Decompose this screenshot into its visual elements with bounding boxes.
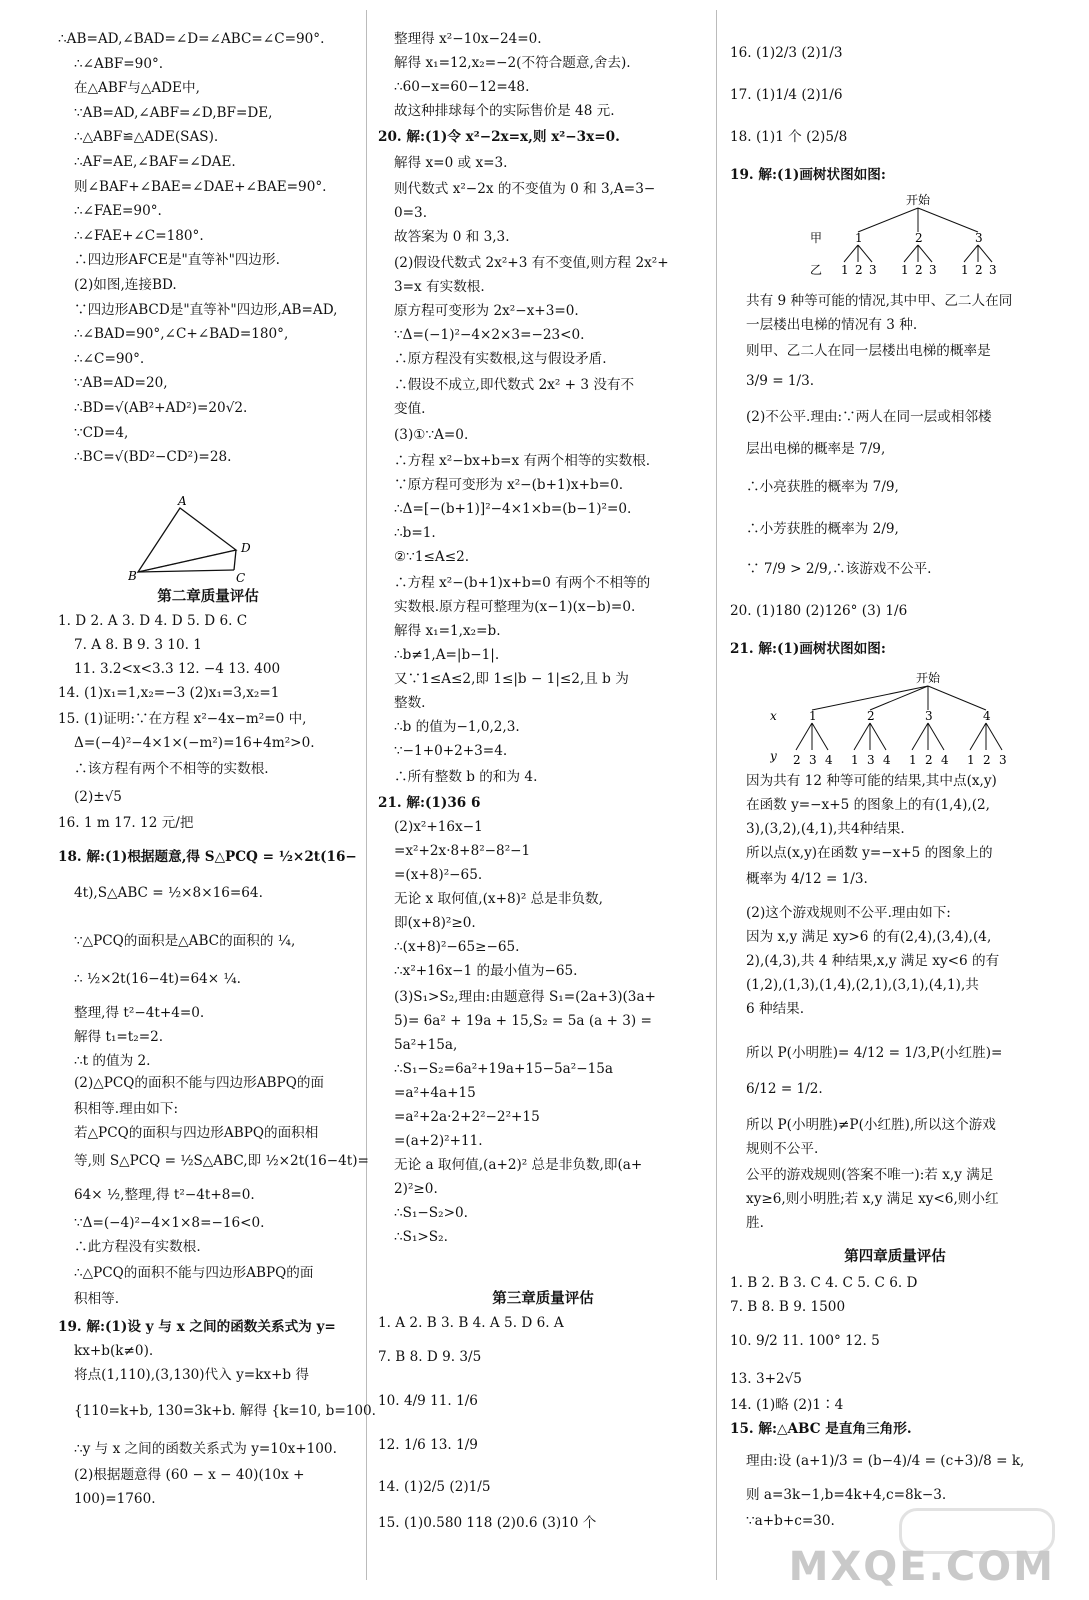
text-line: ∴此方程没有实数根. [74, 1239, 201, 1255]
text-line: 100)=1760. [74, 1491, 156, 1507]
tree1-branch [918, 208, 978, 232]
text-line: 又∵1≤A≤2,即 1≤|b − 1|≤2,且 b 为 [394, 671, 629, 687]
text-line: 10. 9/2 11. 100° 12. 5 [730, 1333, 880, 1349]
tree1-branch [918, 245, 932, 262]
text-line: ∵四边形ABCD是"直等补"四边形,AB=AD, [74, 301, 338, 318]
text-line: (2)x²+16x−1 [394, 819, 483, 835]
tree2-branch [912, 723, 928, 750]
text-line: 故这种排球每个的实际售价是 48 元. [394, 103, 615, 119]
text-line: 原方程可变形为 2x²−x+3=0. [394, 303, 579, 319]
text-line: ∴所有整数 b 的和为 4. [394, 769, 538, 785]
text-line: 所以 P(小明胜)≠P(小红胜),所以这个游戏 [746, 1117, 996, 1133]
text-line: 概率为 4/12 = 1/3. [746, 871, 868, 887]
text-line: ∴方程 x²−(b+1)x+b=0 有两个不相等的 [394, 575, 651, 591]
text-line: =a²+4a+15 [394, 1085, 476, 1101]
text-line: ∴∠BAD=90°,∠C+∠BAD=180°, [74, 326, 289, 343]
text-line: ∴t 的值为 2. [74, 1053, 151, 1069]
chapter-3-heading: 第三章质量评估 [492, 1290, 594, 1307]
tree2-level2-label: y [770, 749, 777, 763]
text-line: 积相等. [74, 1291, 120, 1307]
chapter-2-heading: 第二章质量评估 [157, 588, 259, 605]
text-line: ∴(x+8)²−65≥−65. [394, 939, 520, 955]
text-line: ②∵1≤A≤2. [394, 549, 470, 565]
text-line: 则 a=3k−1,b=4k+4,c=8k−3. [746, 1487, 947, 1503]
tree2-node: 4 [983, 709, 991, 723]
text-line: 整理得 x²−10x−24=0. [394, 31, 542, 47]
tree2-leaf: 2 [793, 753, 801, 767]
text-line: 1. B 2. B 3. C 4. C 5. C 6. D [730, 1275, 918, 1291]
text-line: ∴BC=√(BD²−CD²)=28. [74, 449, 232, 466]
text-line: ∴小亮获胜的概率为 7/9, [746, 479, 899, 495]
text-line: ∴x²+16x−1 的最小值为−65. [394, 963, 578, 979]
text-line: (2)假设代数式 2x²+3 有不变值,则方程 2x²+ [394, 255, 669, 271]
text-line: 实数根.原方程可整理为(x−1)(x−b)=0. [394, 599, 636, 615]
quadrilateral-figure [128, 494, 288, 582]
text-line: 19. 解:(1)画树状图如图: [730, 167, 886, 183]
text-line: ∴S₁−S₂=6a²+19a+15−5a²−15a [394, 1061, 614, 1077]
column-2 [378, 8, 708, 1580]
text-line: ∵a+b+c=30. [746, 1513, 835, 1529]
text-line: ∴∠ABF=90°. [74, 55, 164, 72]
text-line: 若△PCQ的面积与四边形ABPQ的面积相 [74, 1125, 319, 1141]
tree1-leaf: 1 [961, 263, 969, 277]
text-line: 18. 解:(1)根据题意,得 S△PCQ = ½×2t(16− [58, 849, 357, 865]
column-3 [730, 8, 1060, 1580]
tree2-node: 2 [867, 709, 875, 723]
text-line: 18. (1)1 个 (2)5/8 [730, 129, 848, 145]
text-line: 2),(4,3),共 4 种结果,x,y 满足 xy<6 的有 [746, 953, 1000, 969]
text-line: 解得 t₁=t₂=2. [74, 1029, 164, 1045]
text-line: 积相等.理由如下: [74, 1101, 179, 1117]
column-1 [58, 8, 376, 1580]
text-line: 共有 9 种等可能的情况,其中甲、乙二人在同 [746, 293, 1013, 309]
text-line: 7. B 8. D 9. 3/5 [378, 1349, 482, 1365]
text-line: =x²+2x·8+8²−8²−1 [394, 843, 531, 859]
tree2-leaf: 4 [883, 753, 891, 767]
tree2-leaf: 1 [851, 753, 859, 767]
text-line: kx+b(k≠0). [74, 1343, 154, 1359]
text-line: ∴方程 x²−bx+b=x 有两个相等的实数根. [394, 453, 651, 469]
text-line: ∴假设不成立,即代数式 2x² + 3 没有不 [394, 377, 635, 393]
tree1-leaf: 3 [869, 263, 877, 277]
tree1-leaf: 2 [855, 263, 863, 277]
tree2-leaf: 1 [909, 753, 917, 767]
tree2-leaf: 2 [983, 753, 991, 767]
text-line: 解得 x₁=12,x₂=−2(不符合题意,舍去). [394, 55, 631, 71]
text-line: 6 种结果. [746, 1001, 805, 1017]
text-line: 规则不公平. [746, 1141, 819, 1157]
text-line: ∵△PCQ的面积是△ABC的面积的 ¼, [74, 933, 296, 949]
text-line: ∴小芳获胜的概率为 2/9, [746, 521, 899, 537]
text-line: 2)²≥0. [394, 1181, 438, 1197]
text-line: 无论 a 取何值,(a+2)² 总是非负数,即(a+ [394, 1157, 643, 1173]
tree2-start: 开始 [916, 671, 941, 685]
text-line: ∴△PCQ的面积不能与四边形ABPQ的面 [74, 1265, 314, 1281]
text-line: 20. 解:(1)令 x²−2x=x,则 x²−3x=0. [378, 129, 620, 145]
text-line: ∴∠FAE=90°. [74, 203, 162, 220]
text-line: 12. 1/6 13. 1/9 [378, 1437, 478, 1453]
text-line: 即(x+8)²≥0. [394, 915, 476, 931]
text-line: 胜. [746, 1215, 764, 1231]
watermark: MXQE.COM [788, 1544, 1055, 1590]
text-line: 整数. [394, 695, 426, 711]
tree2-leaf: 4 [941, 753, 949, 767]
text-line: 14. (1)x₁=1,x₂=−3 (2)x₁=3,x₂=1 [58, 685, 280, 701]
text-line: (3)①∵A=0. [394, 427, 469, 443]
chapter-4-heading: 第四章质量评估 [844, 1248, 946, 1265]
tree1-leaf: 2 [915, 263, 923, 277]
text-line: (2)这个游戏规则不公平.理由如下: [746, 905, 951, 921]
tree1-level2-label: 乙 [810, 263, 823, 277]
text-line: =(x+8)²−65. [394, 867, 483, 883]
text-line: ∵ 7/9 > 2/9,∴该游戏不公平. [746, 561, 932, 577]
tree1-branch [858, 208, 918, 232]
text-line: (2)±√5 [74, 789, 122, 805]
text-line: ∵原方程可变形为 x²−(b+1)x+b=0. [394, 477, 624, 493]
text-line: 解得 x₁=1,x₂=b. [394, 623, 501, 639]
text-line: 则甲、乙二人在同一层楼出电梯的概率是 [746, 343, 991, 359]
text-line: 16. 1 m 17. 12 元/把 [58, 815, 194, 831]
text-line: 7. B 8. B 9. 1500 [730, 1299, 846, 1315]
tree1-branch [904, 245, 918, 262]
text-line: 1. D 2. A 3. D 4. D 5. D 6. C [58, 613, 248, 629]
text-line: 因为 x,y 满足 xy>6 的有(2,4),(3,4),(4, [746, 929, 992, 945]
tree2-node: 1 [809, 709, 817, 723]
text-line: 0=3. [394, 205, 428, 221]
text-line: 等,则 S△PCQ = ½S△ABC,即 ½×2t(16−4t)= [74, 1153, 369, 1169]
text-line: 则代数式 x²−2x 的不变值为 0 和 3,A=3− [394, 181, 656, 197]
text-line: 整理,得 t²−4t+4=0. [74, 1005, 205, 1021]
text-line: ∴△ABF≌△ADE(SAS). [74, 129, 219, 146]
text-line: ∴b 的值为−1,0,2,3. [394, 719, 520, 735]
tree2-leaf: 4 [825, 753, 833, 767]
text-line: 层出电梯的概率是 7/9, [746, 441, 886, 457]
tree1-leaf: 2 [975, 263, 983, 277]
text-line: 4t),S△ABC = ½×8×16=64. [74, 885, 263, 901]
text-line: 14. (1)略 (2)1∶4 [730, 1397, 844, 1413]
tree2-branch [870, 723, 886, 750]
text-line: 15. (1)证明:∵在方程 x²−4x−m²=0 中, [58, 711, 307, 727]
tree1-branch [964, 245, 978, 262]
text-line: ∴b≠1,A=|b−1|. [394, 647, 500, 663]
text-line: 16. (1)2/3 (2)1/3 [730, 45, 843, 61]
tree2-branch [854, 723, 870, 750]
text-line: 17. (1)1/4 (2)1/6 [730, 87, 843, 103]
text-line: 3/9 = 1/3. [746, 373, 815, 389]
text-line: 3),(3,2),(4,1),共4种结果. [746, 821, 905, 837]
text-line: 15. 解:△ABC 是直角三角形. [730, 1421, 912, 1437]
text-line: ∵−1+0+2+3=4. [394, 743, 508, 759]
text-line: 因为共有 12 种等可能的结果,其中点(x,y) [746, 773, 997, 789]
tree-diagram-1 [810, 192, 1010, 278]
tree1-level1-label: 甲 [810, 231, 823, 245]
text-line: ∴AF=AE,∠BAF=∠DAE. [74, 154, 236, 170]
text-line: (2)如图,连接BD. [74, 277, 177, 293]
tree1-node: 3 [975, 231, 983, 245]
text-line: (1,2),(1,3),(1,4),(2,1),(3,1),(4,1),共 [746, 977, 979, 993]
tree2-leaf: 1 [967, 753, 975, 767]
text-line: 21. 解:(1)画树状图如图: [730, 641, 886, 657]
tree1-branch [978, 245, 992, 262]
tree2-node: 3 [925, 709, 933, 723]
text-line: =(a+2)²+11. [394, 1133, 483, 1149]
tree2-branch [986, 723, 1002, 750]
tree1-node: 1 [855, 231, 863, 245]
text-line: ∴四边形AFCE是"直等补"四边形. [74, 252, 280, 269]
text-line: 所以点(x,y)在函数 y=−x+5 的图象上的 [746, 845, 993, 861]
column-divider [366, 10, 367, 1580]
tree2-branch [970, 723, 986, 750]
tree-diagram-2 [770, 668, 1040, 768]
text-line: ∴ ½×2t(16−4t)=64× ¼. [74, 971, 241, 987]
text-line: 1. A 2. B 3. B 4. A 5. D 6. A [378, 1315, 564, 1331]
text-line: 20. (1)180 (2)126° (3) 1/6 [730, 603, 908, 619]
tree2-branch [928, 686, 986, 710]
text-line: ∵AB=AD,∠ABF=∠D,BF=DE, [74, 104, 273, 121]
text-line: ∴y 与 x 之间的函数关系式为 y=10x+100. [74, 1441, 337, 1457]
text-line: ∴∠C=90°. [74, 350, 145, 367]
tree2-branch [796, 723, 812, 750]
text-line: 将点(1,110),(3,130)代入 y=kx+b 得 [74, 1367, 310, 1383]
text-line: 所以 P(小明胜)= 4/12 = 1/3,P(小红胜)= [746, 1045, 1003, 1061]
text-line: 6/12 = 1/2. [746, 1081, 823, 1097]
text-line: (2)△PCQ的面积不能与四边形ABPQ的面 [74, 1075, 325, 1091]
tree2-leaf: 3 [809, 753, 817, 767]
text-line: 解得 x=0 或 x=3. [394, 155, 508, 171]
tree1-leaf: 1 [901, 263, 909, 277]
text-line: ∵Δ=(−4)²−4×1×8=−16<0. [74, 1215, 265, 1231]
text-line: 变值. [394, 401, 426, 417]
text-line: 在函数 y=−x+5 的图象上的有(1,4),(2, [746, 797, 990, 813]
text-line: 一层楼出电梯的情况有 3 种. [746, 317, 918, 333]
tree2-leaf: 2 [925, 753, 933, 767]
tree2-leaf: 3 [999, 753, 1007, 767]
text-line: Δ=(−4)²−4×1×(−m²)=16+4m²>0. [74, 735, 315, 751]
text-line: ∵AB=AD=20, [74, 375, 168, 392]
text-line: 则∠BAF+∠BAE=∠DAE+∠BAE=90°. [74, 178, 327, 195]
label-c: C [236, 571, 246, 582]
label-d: D [241, 541, 251, 555]
text-line: 13. 3+2√5 [730, 1371, 802, 1387]
text-line: {110=k+b, 130=3k+b. 解得 {k=10, b=100. [74, 1403, 376, 1419]
text-line: =a²+2a·2+2²−2²+15 [394, 1109, 540, 1125]
tree2-branch [870, 686, 928, 710]
text-line: 19. 解:(1)设 y 与 x 之间的函数关系式为 y= [58, 1319, 336, 1335]
text-line: 7. A 8. B 9. 3 10. 1 [74, 637, 202, 653]
text-line: ∴Δ=[−(b+1)]²−4×1×b=(b−1)²=0. [394, 501, 632, 517]
text-line: ∴该方程有两个不相等的实数根. [74, 761, 269, 777]
column-divider [716, 10, 717, 1580]
tree1-leaf: 3 [989, 263, 997, 277]
text-line: ∵Δ=(−1)²−4×2×3=−23<0. [394, 327, 585, 343]
tree2-level1-label: x [770, 709, 777, 723]
tree2-branch [812, 686, 928, 710]
text-line: ∴S₁−S₂>0. [394, 1205, 468, 1221]
text-line: 14. (1)2/5 (2)1/5 [378, 1479, 491, 1495]
text-line: xy≥6,则小明胜;若 x,y 满足 xy<6,则小红 [746, 1191, 999, 1207]
text-line: 5a²+15a, [394, 1037, 458, 1053]
tree1-leaf: 3 [929, 263, 937, 277]
text-line: 64× ½,整理,得 t²−4t+8=0. [74, 1187, 255, 1203]
text-line: 公平的游戏规则(答案不唯一):若 x,y 满足 [746, 1167, 994, 1183]
text-line: 理由:设 (a+1)/3 = (b−4)/4 = (c+3)/8 = k, [746, 1453, 1025, 1469]
text-line: 故答案为 0 和 3,3. [394, 229, 510, 245]
text-line: 10. 4/9 11. 1/6 [378, 1393, 478, 1409]
text-line: (3)S₁>S₂,理由:由题意得 S₁=(2a+3)(3a+ [394, 989, 656, 1005]
tree2-branch [812, 723, 828, 750]
text-line: ∴∠FAE+∠C=180°. [74, 227, 204, 244]
text-line: ∴原方程没有实数根,这与假设矛盾. [394, 351, 607, 367]
label-b: B [128, 569, 137, 582]
text-line: 11. 3.2<x<3.3 12. −4 13. 400 [74, 661, 281, 677]
tree2-branch [928, 723, 944, 750]
text-line: ∵CD=4, [74, 424, 129, 441]
text-line: ∴b=1. [394, 525, 436, 541]
text-line: ∴S₁>S₂. [394, 1229, 448, 1245]
tree1-start: 开始 [906, 193, 931, 207]
tree1-branch [844, 245, 858, 262]
tree1-leaf: 1 [841, 263, 849, 277]
text-line: 5)= 6a² + 19a + 15,S₂ = 5a (a + 3) = [394, 1013, 652, 1029]
text-line: (2)根据题意得 (60 − x − 40)(10x + [74, 1467, 305, 1483]
text-line: ∴BD=√(AB²+AD²)=20√2. [74, 400, 248, 416]
text-line: 21. 解:(1)36 6 [378, 795, 481, 811]
text-line: ∴60−x=60−12=48. [394, 79, 530, 95]
tree1-branch [858, 245, 872, 262]
label-a: A [178, 494, 187, 508]
text-line: ∴AB=AD,∠BAD=∠D=∠ABC=∠C=90°. [58, 31, 325, 47]
tree2-leaf: 3 [867, 753, 875, 767]
text-line: 在△ABF与△ADE中, [74, 80, 200, 97]
text-line: 15. (1)0.580 118 (2)0.6 (3)10 个 [378, 1515, 597, 1531]
text-line: (2)不公平.理由:∵两人在同一层或相邻楼 [746, 409, 992, 425]
tree1-node: 2 [915, 231, 923, 245]
text-line: 3=x 有实数根. [394, 279, 485, 295]
text-line: 无论 x 取何值,(x+8)² 总是非负数, [394, 891, 603, 907]
